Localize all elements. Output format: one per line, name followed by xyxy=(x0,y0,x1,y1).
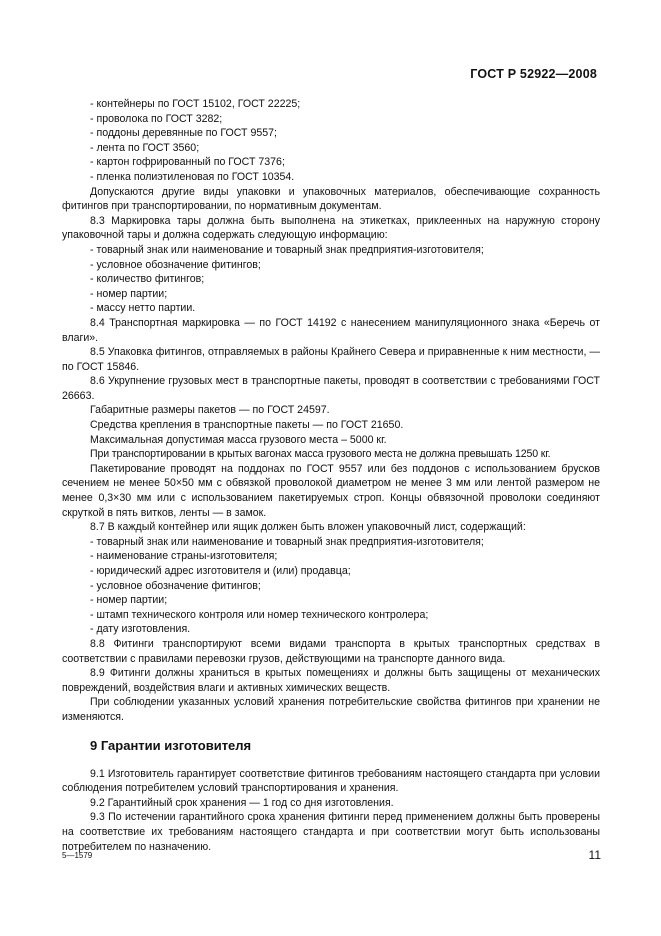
list-item: - пленка полиэтиленовая по ГОСТ 10354. xyxy=(90,170,295,183)
list-item: - номер партии; xyxy=(90,594,168,607)
list-item: - картон гофрированный по ГОСТ 7376; xyxy=(90,156,285,169)
list-item: - дату изготовления. xyxy=(90,623,191,636)
list-item: - проволока по ГОСТ 3282; xyxy=(90,112,223,125)
paragraph-9-2: 9.2 Гарантийный срок хранения — 1 год со дня изготовления. xyxy=(90,796,394,809)
paragraph-8-6: 8.6 Укрупнение грузовых мест в транспортные пакеты, проводят в соответствии с требованиями ГОСТ 26663. xyxy=(62,375,600,402)
paragraph-package-dimensions: Габаритные размеры пакетов — по ГОСТ 24597. xyxy=(90,404,330,417)
paragraph-fastening: Средства крепления в транспортные пакеты — по ГОСТ 21650. xyxy=(90,419,404,432)
list-item: - количество фитингов; xyxy=(90,273,205,286)
list-item: - лента по ГОСТ 3560; xyxy=(90,141,200,154)
paragraph-9-1: 9.1 Изготовитель гарантирует соответствие фитингов требованиям настоящего стандарта при условии соблюдения потребителем условий транспортирования и хранения. xyxy=(62,767,600,795)
paragraph-max-mass: Максимальная допустимая масса грузового места – 5000 кг. xyxy=(90,433,387,446)
list-item: - условное обозначение фитингов; xyxy=(90,579,261,592)
list-item: - штамп технического контроля или номер технического контролера; xyxy=(90,608,429,621)
paragraph-8-3: 8.3 Маркировка тары должна быть выполнена на этикетках, приклеенных на наружную сторону упаковочной тары и должна содержать следующую информацию: xyxy=(62,214,600,242)
paragraph-9-3: 9.3 По истечении гарантийного срока хранения фитинги перед применением должны быть проверены на соответствие их требованиям настоящего стандарта и при соответствии могут быть использованы потребителем по назначению. xyxy=(62,811,600,853)
print-code: 5—1579 xyxy=(62,851,93,860)
document-id: ГОСТ Р 52922—2008 xyxy=(470,67,597,81)
list-item: - массу нетто партии. xyxy=(90,302,196,315)
marking-info-list xyxy=(62,243,600,316)
packaging-materials-list xyxy=(62,97,600,185)
page-number: 11 xyxy=(588,848,601,862)
list-item: - условное обозначение фитингов; xyxy=(90,258,261,271)
paragraph-8-7: 8.7 В каждый контейнер или ящик должен быть вложен упаковочный лист, содержащий: xyxy=(90,521,526,534)
packing-sheet-list xyxy=(62,535,600,637)
paragraph-pallets: Пакетирование проводят на поддонах по ГОСТ 9557 или без поддонов с использованием брусков сечением не менее 50×50 мм с обвязкой проволокой диаметром не менее 3 мм или лентой размером не менее 0,3×30 мм или с использованием пакетируемых строп. Концы обвязочной проволоки соединяют скруткой в пять витков, ленты — в замок. xyxy=(62,462,600,519)
paragraph-8-5: 8.5 Упаковка фитингов, отправляемых в районы Крайнего Севера и приравненные к ним местности, — по ГОСТ 15846. xyxy=(62,346,600,373)
list-item: - товарный знак или наименование и товарный знак предприятия-изготовителя; xyxy=(90,535,484,548)
list-item: - наименование страны-изготовителя; xyxy=(90,550,278,563)
paragraph-storage-conditions: При соблюдении указанных условий хранения потребительские свойства фитингов при хранении не изменяются. xyxy=(62,696,600,723)
paragraph-8-4: 8.4 Транспортная маркировка — по ГОСТ 14192 с нанесением манипуляционного знака «Беречь от влаги». xyxy=(62,316,600,344)
document-body xyxy=(62,97,600,854)
paragraph-8-8: 8.8 Фитинги транспортируют всеми видами транспорта в крытых транспортных средствах в соответствии с правилами перевозки грузов, действующими на транспорте данного вида. xyxy=(62,637,600,665)
list-item: - поддоны деревянные по ГОСТ 9557; xyxy=(90,127,277,140)
list-item: - юридический адрес изготовителя и (или) продавца; xyxy=(90,565,351,577)
list-item: - товарный знак или наименование и товарный знак предприятия-изготовителя; xyxy=(90,243,484,256)
list-item: - номер партии; xyxy=(90,287,168,300)
paragraph-covered-wagons: При транспортировании в крытых вагонах масса грузового места не должна превышать 1250 кг. xyxy=(90,448,551,461)
list-item: - контейнеры по ГОСТ 15102, ГОСТ 22225; xyxy=(90,98,301,110)
paragraph-8-9: 8.9 Фитинги должны храниться в крытых помещениях и должны быть защищены от механических повреждений, воздействия влаги и активных химических веществ. xyxy=(62,667,600,694)
paragraph-other-packaging: Допускаются другие виды упаковки и упаковочных материалов, обеспечивающие сохранность фитингов при транспортировании, по нормативным документам. xyxy=(62,185,600,213)
section-heading: 9 Гарантии изготовителя xyxy=(90,737,252,753)
